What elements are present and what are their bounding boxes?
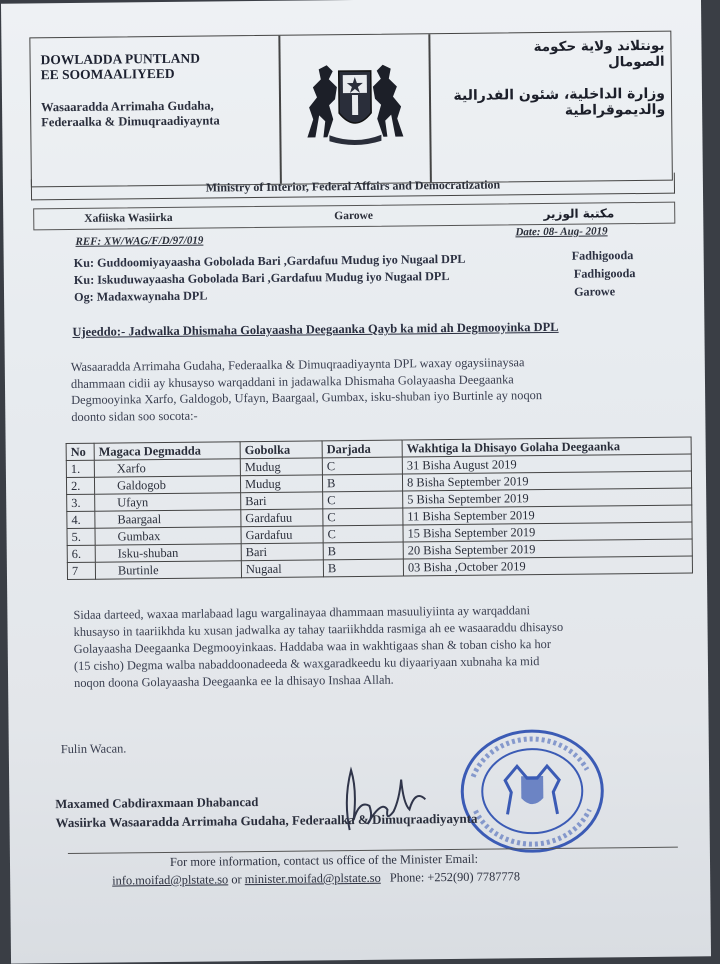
recipient-place: Fadhigooda (573, 266, 636, 281)
table-cell: 15 Bisha September 2019 (403, 522, 692, 542)
table-cell: Burtinle (95, 561, 241, 580)
government-name-ar: بونتلاند ولاية حكومة (533, 37, 665, 56)
office-name-ar: مكتبة الوزير (543, 206, 615, 222)
table-cell: Ufayn (95, 493, 241, 512)
table-cell: 3. (67, 494, 95, 511)
email-link-minister[interactable]: minister.moifad@plstate.so (244, 870, 381, 887)
footer-or: or (228, 872, 245, 887)
recipient-prefix: Ku: (73, 272, 95, 287)
office-city: Garowe (334, 209, 374, 223)
table-cell: 1. (66, 460, 94, 477)
puntland-coat-of-arms-icon (298, 48, 411, 149)
table-cell: C (323, 525, 403, 543)
table-cell: Gumbax (95, 527, 241, 546)
column-header: Wakhtiga la Dhisayo Golaha Deegaanka (402, 437, 691, 457)
letterhead-right (434, 38, 665, 120)
table-cell: B (323, 542, 403, 560)
recipient-line (74, 268, 450, 288)
signatory-title: Wasiirka Wasaaradda Arrimaha Gudaha, Federaalka & Dimuqraadiyaynta (55, 810, 478, 831)
intro-line: Wasaaradda Arrimaha Gudaha, Federaalka & Dimuqraadiyaynta DPL waxay ogaysiinaysaa (70, 355, 525, 374)
office-name: Xafiiska Wasiirka (84, 211, 173, 225)
ministry-name-so: Wasaaradda Arrimaha Gudaha, (41, 98, 214, 115)
recipient-place: Fadhigooda (571, 248, 634, 263)
closing-line: Golayaasha Deegaanka Degmooyinkaas. Haddaba waa in wakhtigaas shan & toban cisho ka hor (73, 636, 552, 656)
reference-number: REF: XW/WAG/F/D/97/019 (75, 234, 204, 248)
letterhead-left (41, 50, 277, 130)
table-cell: Mudug (240, 475, 322, 493)
recipient-text: Madaxwaynaha DPL (96, 288, 208, 304)
column-header: Darjada (322, 440, 402, 458)
column-header: Gobolka (240, 441, 322, 459)
closing-line: Sidaa darteed, waxaa marlabaad lagu wargalinayaa dhammaan masuuliyiinta ay warqaddani (73, 603, 531, 622)
footer-contact-line: For more information, contact us office of the Minister Email: (169, 851, 479, 869)
table-cell: Nugaal (241, 560, 323, 578)
recipient-prefix: Og: (73, 289, 94, 304)
closing-line: khusayso in taariikhda ku xusan jadwalka ay tahay taariikhdda rasmiga ah ee wasaaraddu dhisayso (73, 619, 564, 639)
letter-subject: Ujeeddo:- Jadwalka Dhismaha Golayaasha Deegaanka Qayb ka mid ah Degmooyinka DPL (72, 319, 559, 339)
table-cell: 20 Bisha September 2019 (403, 539, 692, 559)
table-cell: Baargaal (95, 510, 241, 529)
table-cell: 31 Bisha August 2019 (402, 454, 691, 474)
letterhead-divider (428, 34, 431, 182)
ministry-name-so-2: Federaalka & Dimuqraadiyaynta (41, 113, 220, 130)
table-cell: Xarfo (94, 459, 240, 478)
government-name-2: EE SOOMAALIYEED (40, 65, 175, 83)
column-header: No (66, 443, 94, 460)
intro-line: Degmooyinka Xarfo, Galdogob, Ufayn, Baargaal, Gumbax, isku-shuban iyo Burtinle ay noqon (71, 388, 543, 407)
table-cell: C (323, 508, 403, 526)
table-cell: 11 Bisha September 2019 (403, 505, 692, 525)
ministry-name-en: Ministry of Interior, Federal Affairs and Democratization (31, 173, 675, 201)
recipient-place: Garowe (573, 284, 616, 299)
table-cell: Isku-shuban (95, 544, 241, 563)
government-name: DOWLADDA PUNTLAND (40, 50, 201, 68)
email-link-info[interactable]: info.moifad@plstate.so (112, 872, 229, 888)
ministry-name-ar: وزارة الداخلية، شئون الفدرالية (453, 85, 666, 104)
table-cell: 4. (67, 511, 95, 528)
recipient-line (74, 288, 208, 305)
table-cell: 5. (67, 528, 95, 545)
intro-line: doonto sidan soo socota:- (71, 408, 198, 424)
recipient-prefix: Ku: (73, 255, 95, 270)
letter-page (1, 0, 711, 964)
table-cell: 6. (67, 545, 95, 562)
table-cell: Mudug (240, 458, 322, 476)
table-cell: B (322, 474, 402, 492)
intro-line: dhammaan cidii ay khusayso warqaddani in jadawalka Dhismaha Golayaasha Deegaanka (70, 371, 514, 391)
table-cell: 8 Bisha September 2019 (402, 471, 691, 491)
table-cell: Gardafuu (241, 509, 323, 527)
letterhead-divider (278, 36, 281, 184)
closing-line: (15 cisho) Degma walba nabaddoonadeeda & waxgaradkeedu ku diyaariyaan xubnaha ka mid (73, 654, 540, 673)
footer-phone: Phone: +252(90) 7787778 (389, 869, 521, 885)
greeting: Fulin Wacan. (60, 741, 127, 757)
table-cell: Gardafuu (241, 526, 323, 544)
government-name-ar-2: الصومال (607, 53, 665, 71)
closing-line: noqon doona Golayaasha Deegaanka ee la dhisayo Inshaa Allah. (74, 672, 394, 690)
footer-contacts (112, 869, 520, 888)
recipient-text: Guddoomiyayaasha Gobolada Bari ,Gardafuu Mudug iyo Nugaal DPL (97, 251, 466, 270)
table-cell: 03 Bisha ,October 2019 (403, 556, 692, 576)
table-cell: 5 Bisha September 2019 (403, 488, 692, 508)
table-cell: Galdogob (94, 476, 240, 495)
table-cell: 7 (67, 562, 95, 579)
table-cell: Bari (241, 492, 323, 510)
table-cell: Bari (241, 543, 323, 561)
table-cell: C (323, 491, 403, 509)
signatory-name: Maxamed Cabdiraxmaan Dhabancad (55, 795, 259, 812)
letterhead (29, 31, 673, 188)
official-stamp-icon (457, 725, 608, 857)
recipient-text: Iskuduwayaasha Gobolada Bari ,Gardafuu Mudug iyo Nugaal DPL (97, 269, 450, 287)
ministry-name-ar-2: والديموقراطية (564, 101, 666, 119)
letter-date: Date: 08- Aug- 2019 (515, 225, 608, 239)
closing-paragraph (73, 601, 684, 692)
column-header: Magaca Degmadda (94, 442, 240, 461)
table-cell: B (323, 559, 403, 577)
table-cell: C (322, 457, 402, 475)
intro-paragraph (71, 353, 672, 425)
table-cell: 2. (66, 477, 94, 494)
schedule-table (66, 436, 693, 580)
